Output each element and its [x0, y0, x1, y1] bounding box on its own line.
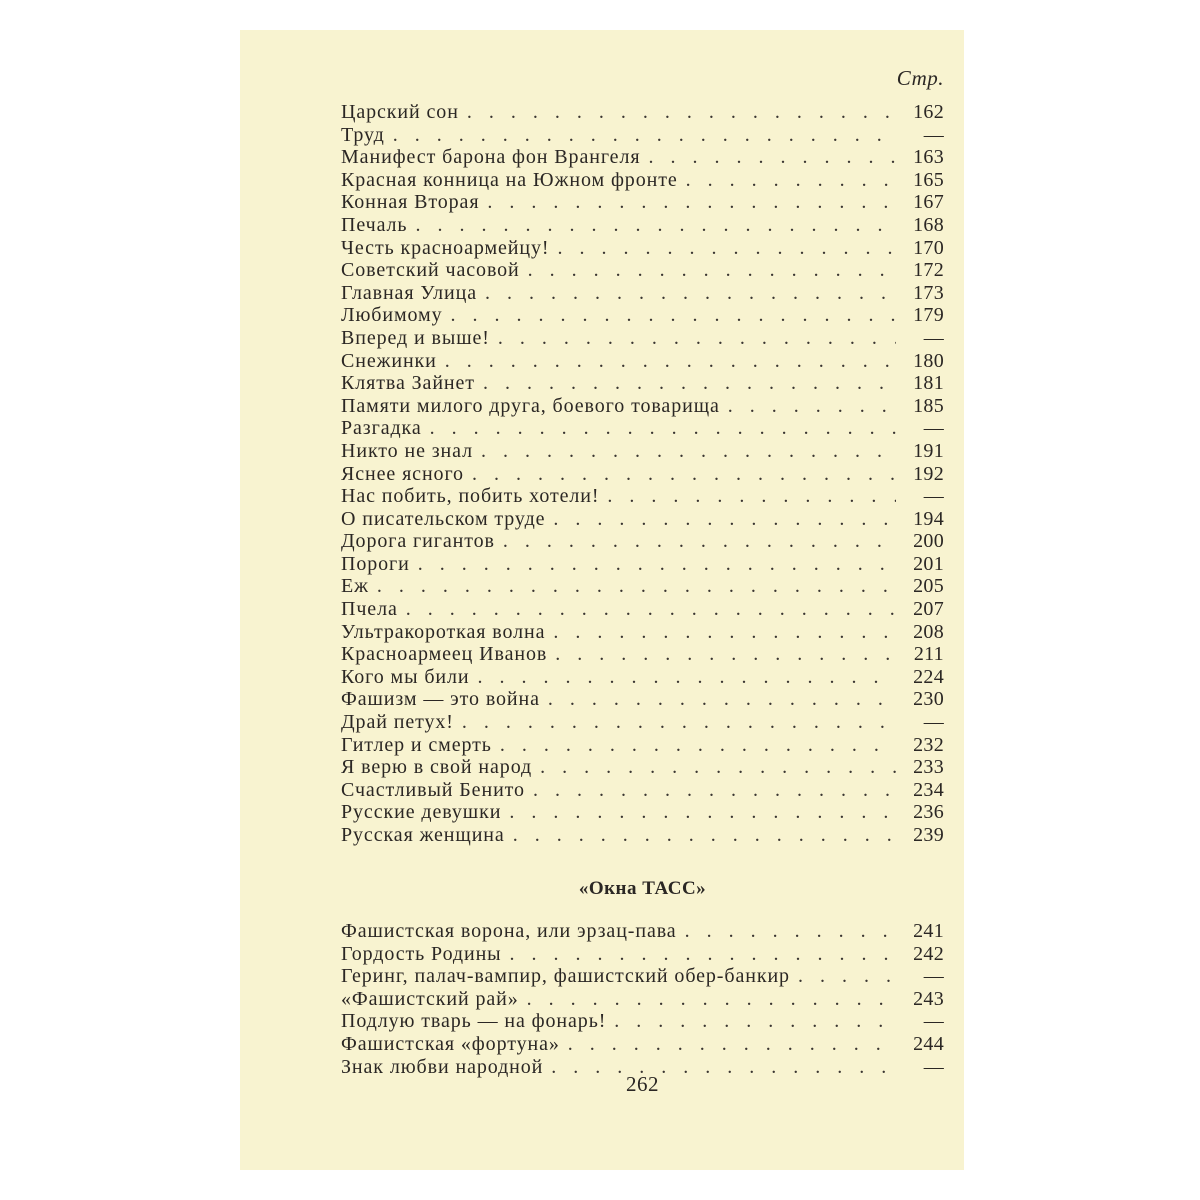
entry-title: Кого мы били [341, 665, 470, 688]
toc-entry [341, 214, 944, 237]
entry-page: 243 [913, 987, 944, 1010]
dot-leader [599, 485, 896, 508]
toc-entry [341, 666, 944, 689]
entry-title: Пороги [341, 552, 410, 575]
entry-page: 180 [913, 349, 944, 372]
entry-title: Никто не знал [341, 439, 473, 462]
entry-title: Пчела [341, 598, 398, 621]
toc-entry [341, 621, 944, 644]
entry-title: Снежинки [341, 349, 437, 372]
dot-leader [437, 350, 896, 373]
dot-leader [790, 965, 896, 988]
toc-entry [341, 463, 944, 486]
toc-entry [341, 824, 944, 847]
entry-title: Главная Улица [341, 281, 478, 304]
toc-entry [341, 395, 944, 418]
entry-title: Манифест барона фон Врангеля [341, 146, 641, 169]
dot-leader [520, 259, 896, 282]
dot-leader [479, 191, 896, 214]
entry-page: 192 [913, 462, 944, 485]
entry-title: Я верю в свой народ [341, 756, 533, 779]
entry-page: 162 [913, 101, 944, 123]
entry-title: Счастливый Бенито [341, 778, 525, 801]
entry-title: Русские девушки [341, 801, 502, 824]
toc-entry [341, 440, 944, 463]
toc-entry [341, 643, 944, 666]
entry-title: Честь красноармейцу! [341, 236, 550, 259]
dot-leader [502, 943, 896, 966]
toc-entry [341, 508, 944, 531]
entry-page: 208 [913, 620, 944, 643]
dot-leader [495, 530, 896, 553]
toc-entry [341, 259, 944, 282]
entry-page: 211 [913, 643, 944, 666]
dot-leader [505, 824, 896, 847]
dot-leader [369, 575, 896, 598]
entry-title: Еж [341, 575, 369, 598]
entry-page: — [923, 417, 944, 440]
entry-page: 201 [913, 552, 944, 575]
entry-page: 191 [913, 439, 944, 462]
entry-title: Красноармеец Иванов [341, 643, 548, 666]
entry-title: Клятва Зайнет [341, 372, 475, 395]
dot-leader [606, 1010, 896, 1033]
entry-title: Яснее ясного [341, 462, 464, 485]
entry-page: 230 [913, 688, 944, 711]
entry-title: Знак любви народной [341, 1055, 544, 1078]
entry-page: 170 [913, 236, 944, 259]
entry-page: 234 [913, 778, 944, 801]
dot-leader [492, 734, 896, 757]
entry-page: 244 [913, 1032, 944, 1055]
dot-leader [459, 101, 896, 124]
entry-title: О писательском труде [341, 507, 546, 530]
entry-page: 173 [913, 281, 944, 304]
entry-page: 172 [913, 259, 944, 282]
entry-title: «Фашистский рай» [341, 987, 519, 1010]
entry-page: 185 [913, 394, 944, 417]
dot-leader [545, 621, 896, 644]
toc-entry [341, 943, 944, 966]
toc-entry [341, 191, 944, 214]
toc-entry [341, 350, 944, 373]
dot-leader [422, 417, 896, 440]
entry-page: — [923, 1010, 944, 1033]
entry-title: Нас побить, побить хотели! [341, 485, 600, 508]
entry-page: 181 [913, 372, 944, 395]
dot-leader [475, 372, 896, 395]
page-number: 262 [626, 1072, 659, 1096]
toc-entry [341, 304, 944, 327]
entry-page: 224 [913, 665, 944, 688]
toc-entry [341, 734, 944, 757]
entry-page: — [923, 123, 944, 146]
entry-page: 165 [913, 168, 944, 191]
entry-page: — [923, 1055, 944, 1078]
dot-leader [470, 666, 896, 689]
dot-leader [525, 779, 896, 802]
entry-page: 232 [913, 733, 944, 756]
dot-leader [501, 801, 896, 824]
dot-leader [398, 598, 896, 621]
toc-entry [341, 756, 944, 779]
entry-page: — [923, 965, 944, 988]
toc-entry [341, 124, 944, 147]
entry-title: Гитлер и смерть [341, 733, 492, 756]
dot-leader [519, 988, 896, 1011]
entry-page: 194 [913, 507, 944, 530]
entry-title: Фашистская «фортуна» [341, 1032, 560, 1055]
toc-entry [341, 801, 944, 824]
toc-entry [341, 965, 944, 988]
toc-entry [341, 237, 944, 260]
entry-page: 236 [913, 801, 944, 824]
entry-title: Русская женщина [341, 824, 505, 846]
toc-entry [341, 920, 944, 943]
toc-list-section [341, 920, 944, 1078]
dot-leader [549, 237, 896, 260]
entry-page: 233 [913, 756, 944, 779]
toc-entry [341, 575, 944, 598]
entry-title: Подлую тварь — на фонарь! [341, 1010, 607, 1033]
entry-title: Памяти милого друга, боевого товарища [341, 394, 720, 417]
dot-leader [547, 643, 896, 666]
toc-entry [341, 688, 944, 711]
entry-title: Вперед и выше! [341, 326, 490, 349]
entry-title: Геринг, палач-вампир, фашистский обер-банкир [341, 965, 790, 988]
entry-page: — [923, 326, 944, 349]
entry-title: Конная Вторая [341, 191, 480, 214]
dot-leader [540, 688, 896, 711]
dot-leader [443, 304, 896, 327]
entry-title: Печаль [341, 213, 408, 236]
entry-page: 239 [913, 824, 944, 846]
section-heading: «Окна ТАСС» [578, 878, 707, 899]
entry-title: Фашизм — это война [341, 688, 540, 711]
dot-leader [477, 282, 896, 305]
dot-leader [473, 440, 896, 463]
book-page [240, 30, 964, 1170]
entry-page: 168 [913, 213, 944, 236]
dot-leader [454, 711, 896, 734]
toc-entry [341, 553, 944, 576]
toc-entry [341, 779, 944, 802]
dot-leader [490, 327, 896, 350]
toc-entry [341, 417, 944, 440]
entry-title: Советский часовой [341, 259, 520, 282]
entry-title: Труд [341, 123, 385, 146]
toc-entry [341, 169, 944, 192]
toc-entry [341, 1033, 944, 1056]
entry-page: 242 [913, 942, 944, 965]
entry-page: — [923, 711, 944, 734]
page-column-header: Стр. [896, 66, 944, 90]
entry-page: — [923, 485, 944, 508]
entry-title: Разгадка [341, 417, 422, 440]
entry-title: Ультракороткая волна [341, 620, 546, 643]
entry-title: Красная конница на Южном фронте [341, 168, 678, 191]
dot-leader [532, 756, 896, 779]
toc-list-main [341, 101, 944, 847]
entry-page: 241 [913, 920, 944, 942]
toc-entry [341, 711, 944, 734]
toc-entry [341, 988, 944, 1011]
entry-page: 200 [913, 530, 944, 553]
entry-page: 179 [913, 304, 944, 327]
entry-title: Драй петух! [341, 711, 454, 734]
entry-title: Любимому [341, 304, 443, 327]
entry-page: 207 [913, 598, 944, 621]
dot-leader [560, 1033, 896, 1056]
dot-leader [385, 124, 896, 147]
dot-leader [545, 508, 896, 531]
entry-title: Дорога гигантов [341, 530, 495, 553]
toc-entry [341, 282, 944, 305]
dot-leader [678, 169, 896, 192]
dot-leader [677, 920, 896, 943]
toc-entry [341, 598, 944, 621]
entry-page: 205 [913, 575, 944, 598]
toc-entry [341, 327, 944, 350]
toc-entry [341, 372, 944, 395]
entry-title: Царский сон [341, 101, 459, 123]
toc-entry [341, 1010, 944, 1033]
toc-entry [341, 101, 944, 124]
dot-leader [720, 395, 896, 418]
toc-entry [341, 530, 944, 553]
dot-leader [410, 553, 896, 576]
entry-page: 167 [913, 191, 944, 214]
dot-leader [464, 463, 896, 486]
toc-entry [341, 485, 944, 508]
dot-leader [640, 146, 896, 169]
entry-title: Фашистская ворона, или эрзац-пава [341, 920, 677, 942]
dot-leader [407, 214, 896, 237]
entry-page: 163 [913, 146, 944, 169]
toc-entry [341, 146, 944, 169]
entry-title: Гордость Родины [341, 942, 502, 965]
